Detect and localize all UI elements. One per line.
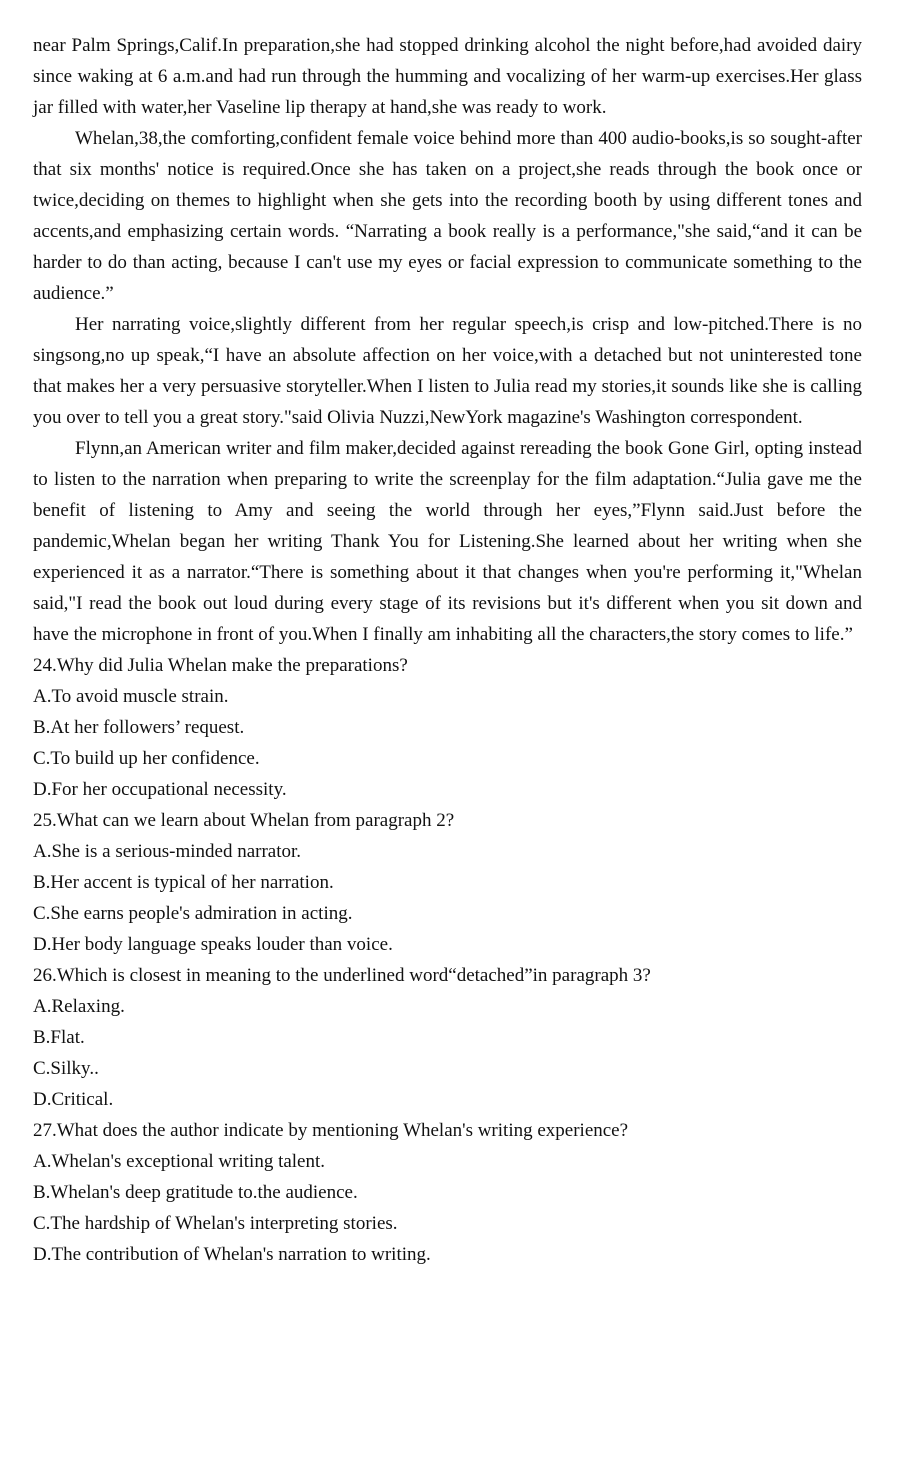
option-b: B.Whelan's deep gratitude to.the audience. <box>33 1182 358 1203</box>
passage-paragraph-2: Whelan,38,the comforting,confident female voice behind more than 400 audio-books,is so sought-after that six months' notice is required.Once she has taken on a project,she reads through the book once or twice,deciding on themes to highlight when she gets into the recording booth by using different tones and accents,and emphasizing certain words. “Narrating a book really is a performance,"she said,“and it can be harder to do than acting, because I can't use my eyes or facial expression to communicate something to the audience.” <box>33 128 862 304</box>
option-c: C.Silky.. <box>33 1058 99 1079</box>
option-a: A.To avoid muscle strain. <box>33 686 229 707</box>
question-stem: 26.Which is closest in meaning to the underlined word“detached”in paragraph 3? <box>33 965 651 986</box>
question-27 <box>33 1115 862 1270</box>
question-stem: 27.What does the author indicate by mentioning Whelan's writing experience? <box>33 1120 629 1141</box>
option-a: A.Whelan's exceptional writing talent. <box>33 1151 326 1172</box>
option-c: C.She earns people's admiration in acting. <box>33 903 353 924</box>
reading-passage <box>33 30 862 650</box>
option-b: B.Her accent is typical of her narration. <box>33 872 334 893</box>
option-b: B.Flat. <box>33 1027 85 1048</box>
passage-paragraph-1: near Palm Springs,Calif.In preparation,she had stopped drinking alcohol the night before,had avoided dairy since waking at 6 a.m.and had run through the humming and vocalizing of her warm-up exercises.Her glass jar filled with water,her Vaseline lip therapy at hand,she was ready to work. <box>33 35 862 118</box>
option-a: A.Relaxing. <box>33 996 125 1017</box>
question-24 <box>33 650 862 805</box>
option-d: D.For her occupational necessity. <box>33 779 287 800</box>
option-a: A.She is a serious-minded narrator. <box>33 841 302 862</box>
option-c: C.The hardship of Whelan's interpreting stories. <box>33 1213 398 1234</box>
option-b: B.At her followers’ request. <box>33 717 245 738</box>
question-stem: 24.Why did Julia Whelan make the preparations? <box>33 655 408 676</box>
option-c: C.To build up her confidence. <box>33 748 260 769</box>
question-stem: 25.What can we learn about Whelan from paragraph 2? <box>33 810 455 831</box>
question-25 <box>33 805 862 960</box>
passage-paragraph-4: Flynn,an American writer and film maker,decided against rereading the book Gone Girl, opting instead to listen to the narration when preparing to write the screenplay for the film adaptation.“Julia gave me the benefit of listening to Amy and seeing the world through her eyes,”Flynn said.Just before the pandemic,Whelan began her writing Thank You for Listening.She learned about her writing when she experienced it as a narrator.“There is something about it that changes when you're performing it,"Whelan said,"I read the book out loud during every stage of its revisions but it's different when you sit down and have the microphone in front of you.When I finally am inhabiting all the characters,the story comes to life.” <box>33 438 862 645</box>
passage-paragraph-3: Her narrating voice,slightly different from her regular speech,is crisp and low-pitched.There is no singsong,no up speak,“I have an absolute affection on her voice,with a detached but not uninterested tone that makes her a very persuasive storyteller.When I listen to Julia read my stories,it sounds like she is calling you over to tell you a great story."said Olivia Nuzzi,NewYork magazine's Washington correspondent. <box>33 314 862 428</box>
option-d: D.The contribution of Whelan's narration to writing. <box>33 1244 431 1265</box>
question-26 <box>33 960 862 1115</box>
option-d: D.Critical. <box>33 1089 114 1110</box>
question-list <box>33 650 862 1270</box>
option-d: D.Her body language speaks louder than voice. <box>33 934 393 955</box>
